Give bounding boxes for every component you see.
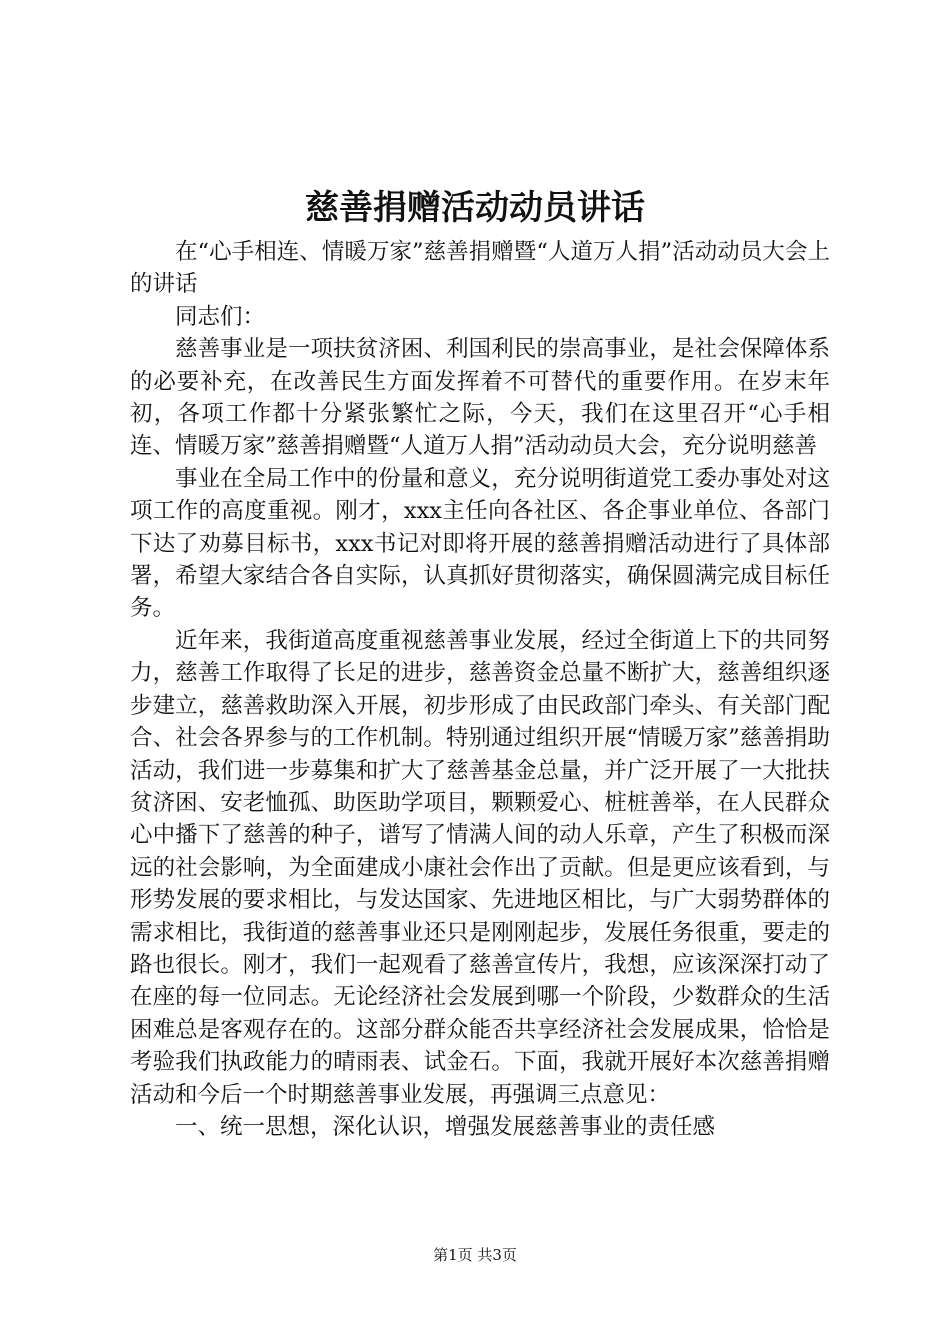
paragraph-salutation: 同志们： [175,303,266,330]
paragraph-subtitle: 在“心手相连、情暖万家”慈善捐赠暨“人道万人捐”活动动员大会上的讲话 [130,239,830,298]
paragraph-body-3: 近年来，我街道高度重视慈善事业发展，经过全街道上下的共同努力，慈善工作取得了长足的进步，慈善资金总量不断扩大，慈善组织逐步建立，慈善救助深入开展，初步形成了由民政部门牵头、有关部门配合、社会各界参与的工作机制。特别通过组织开展“情暖万家”慈善捐助活动，我们进一步募集和扩大了慈善基金总量，并广泛开展了一大批扶贫济困、安老恤孤、助医助学项目，颗颗爱心、桩桩善举，在人民群众心中播下了慈善的种子，谱写了情满人间的动人乐章，产生了积极而深远的社会影响，为全面建成小康社会作出了贡献。但是更应该看到，与形势发展的要求相比，与发达国家、先进地区相比，与广大弱势群体的需求相比，我街道的慈善事业还只是刚刚起步，发展任务很重，要走的路也很长。刚才，我们一起观看了慈善宣传片，我想，应该深深打动了在座的每一位同志。无论经济社会发展到哪一个阶段，少数群众的生活困难总是客观存在的。这部分群众能否共享经济社会发展成果，恰恰是考验我们执政能力的晴雨表、试金石。下面，我就开展好本次慈善捐赠活动和今后一个时期慈善事业发展，再强调三点意见： [130,627,830,1108]
section-heading: 一、统一思想，深化认识，增强发展慈善事业的责任感 [175,1113,716,1140]
page-footer: 第1页 共3页 [433,1246,517,1264]
paragraph-body-1: 慈善事业是一项扶贫济困、利国利民的崇高事业，是社会保障体系的必要补充，在改善民生方面发挥着不可替代的重要作用。在岁末年初，各项工作都十分紧张繁忙之际，今天，我们在这里召开“心手相连、情暖万家”慈善捐赠暨“人道万人捐”活动动员大会，充分说明慈善 [130,336,830,460]
document-title: 慈善捐赠活动动员讲话 [305,188,645,228]
document-body [130,236,830,1143]
paragraph-body-2: 事业在全局工作中的份量和意义，充分说明街道党工委办事处对这项工作的高度重视。刚才，xxx主任向各社区、各企事业单位、各部门下达了劝募目标书，xxx书记对即将开展的慈善捐赠活动进行了具体部署，希望大家结合各自实际，认真抓好贯彻落实，确保圆满完成目标任务。 [130,465,830,622]
